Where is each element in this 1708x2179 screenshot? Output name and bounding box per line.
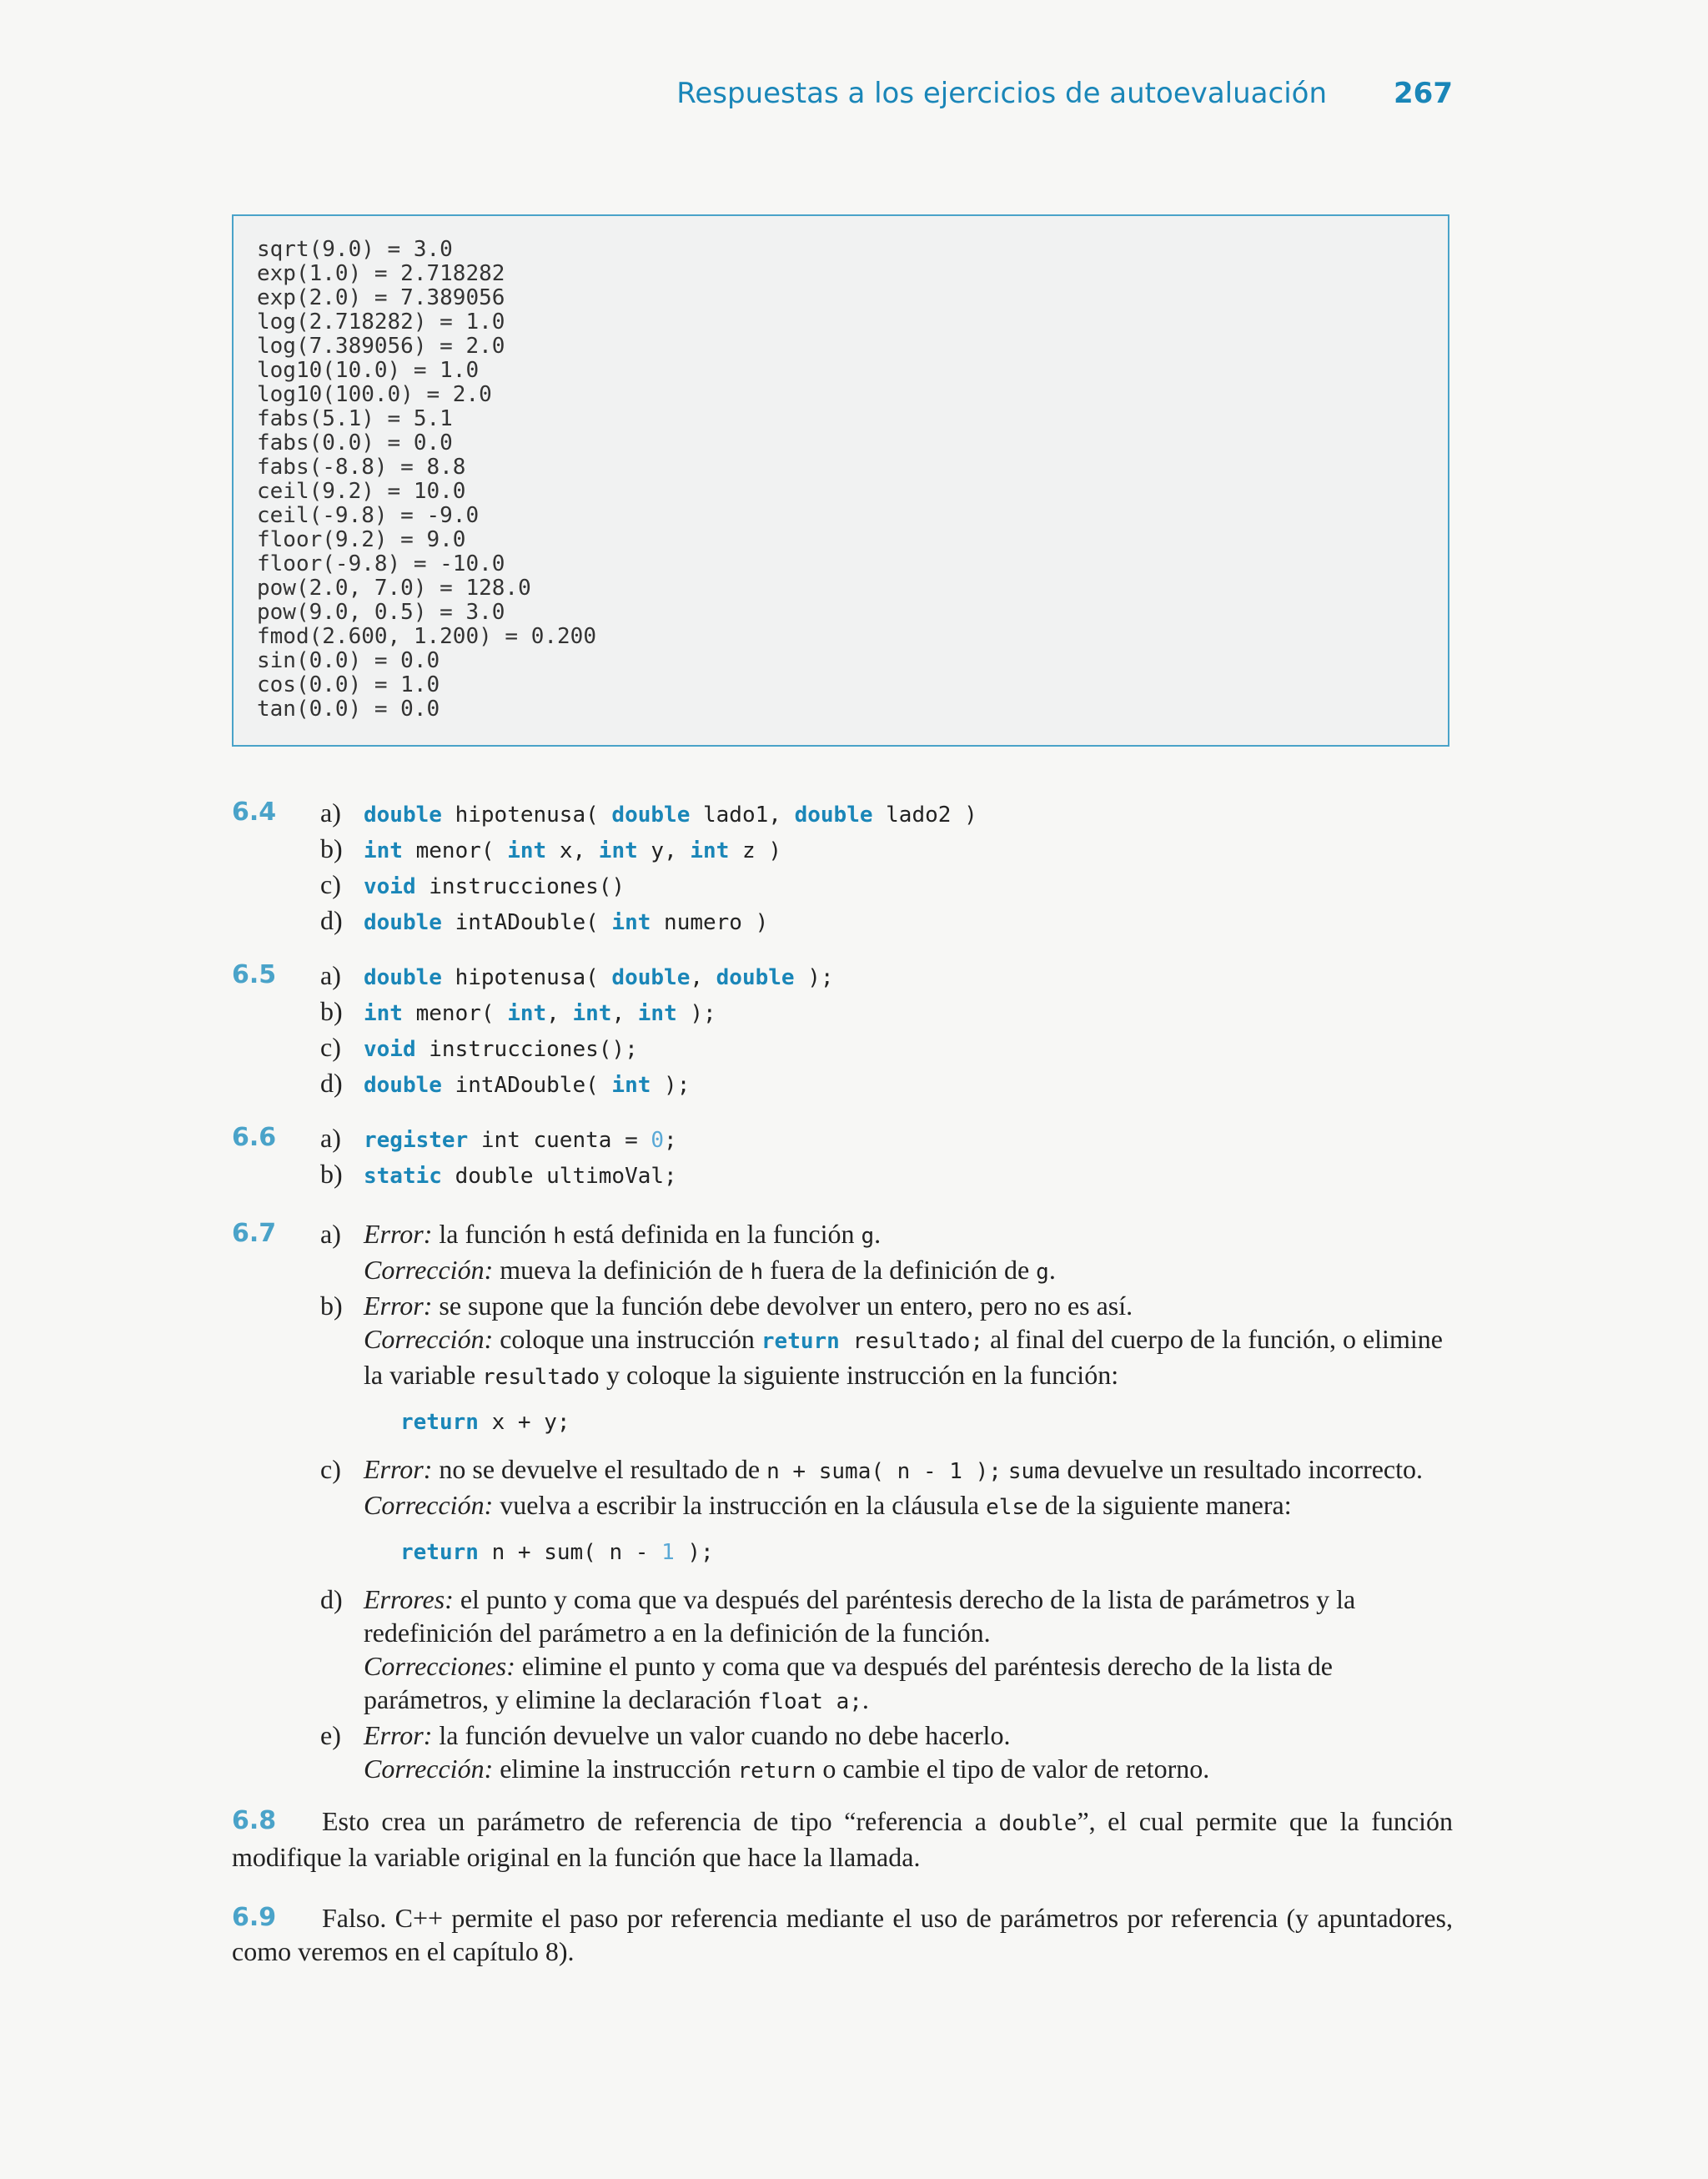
inline-code: h [553, 1224, 566, 1249]
code-text: int cuenta = [468, 1128, 651, 1153]
text: Esto crea un parámetro de referencia de tipo “referencia a [322, 1806, 999, 1836]
code-text: y, [637, 838, 691, 863]
text: coloque una instrucción [493, 1324, 761, 1354]
correction-text [364, 1253, 1453, 1289]
text: la función devuelve un valor cuando no debe hacerlo. [432, 1720, 1011, 1750]
keyword: register [364, 1128, 469, 1153]
code-text: z ) [729, 838, 781, 863]
error-label: Errores: [364, 1584, 454, 1614]
inline-code: float a; [757, 1689, 862, 1714]
text: de la siguiente manera: [1037, 1490, 1292, 1520]
section-number: 6.6 [232, 1123, 277, 1152]
item-label: a) [320, 1219, 341, 1249]
answer-item [232, 868, 1453, 903]
code-text: instrucciones() [415, 874, 625, 899]
code-text: ); [794, 965, 834, 990]
output-line: ceil(-9.8) = -9.0 [257, 503, 480, 528]
keyword: return [400, 1410, 479, 1435]
answer-6-4 [232, 796, 1453, 939]
item-label: a) [320, 960, 341, 990]
code-text: intADouble( [441, 1073, 612, 1098]
answer-item [232, 1452, 1453, 1524]
answer-paragraph [232, 1804, 1453, 1874]
inline-code: g [861, 1224, 875, 1249]
output-line: floor(9.2) = 9.0 [257, 527, 466, 552]
output-line: fabs(5.1) = 5.1 [257, 406, 453, 431]
output-line: log(2.718282) = 1.0 [257, 309, 505, 335]
output-line: fabs(-8.8) = 8.8 [257, 455, 466, 480]
answer-item [232, 1030, 1453, 1066]
item-label: b) [320, 833, 343, 863]
answer-item [232, 1719, 1453, 1788]
code-text: menor( [402, 1001, 508, 1026]
keyword: int [611, 1073, 651, 1098]
output-line: exp(1.0) = 2.718282 [257, 261, 505, 286]
code-text: instrucciones(); [415, 1037, 638, 1062]
inline-code: n + suma( n - 1 ); [766, 1459, 1002, 1484]
text: fuera de la definición de [763, 1255, 1037, 1285]
code-text: n + sum( n - [478, 1540, 662, 1565]
inline-code: g [1036, 1260, 1049, 1285]
text: devuelve un resultado incorrecto. [1060, 1454, 1424, 1484]
keyword: static [364, 1164, 442, 1189]
keyword: void [364, 874, 416, 899]
correction-label: Corrección: [364, 1490, 494, 1520]
error-text [364, 1719, 1453, 1752]
output-line: log10(10.0) = 1.0 [257, 358, 480, 383]
code-text: hipotenusa( [441, 803, 612, 828]
output-line: ceil(9.2) = 10.0 [257, 479, 466, 504]
answer-item [232, 1217, 1453, 1289]
answer-6-5 [232, 959, 1453, 1102]
item-label: e) [320, 1720, 341, 1750]
code-text: intADouble( [441, 910, 612, 935]
answer-item [232, 832, 1453, 868]
text [1002, 1454, 1008, 1484]
keyword: double [716, 965, 795, 990]
text: el punto y coma que va después del paréntesis derecho de la lista de parámetros y la redefinición del parámetro a en la definición de la función. [364, 1584, 1356, 1648]
keyword: double [611, 965, 691, 990]
text: elimine la instrucción [493, 1754, 738, 1784]
keyword: double [611, 803, 691, 828]
correction-text [364, 1752, 1453, 1788]
answer-item [232, 796, 1453, 832]
answer-item [232, 1289, 1453, 1394]
code-text: lado2 ) [872, 803, 977, 828]
code-text: , [611, 1001, 638, 1026]
text: está definida en la función [565, 1219, 862, 1249]
error-label: Error: [364, 1454, 433, 1484]
output-line: floor(-9.8) = -10.0 [257, 551, 505, 576]
item-label: c) [320, 869, 341, 899]
item-label: d) [320, 1584, 343, 1614]
code-text: menor( [402, 838, 508, 863]
code-text: hipotenusa( [441, 965, 612, 990]
text: . [1048, 1255, 1056, 1285]
output-line: fmod(2.600, 1.200) = 0.200 [257, 624, 596, 649]
answer-paragraph: Falso. C++ permite el paso por referencia mediante el uso de parámetros por referencia (y apuntadores, como veremos en el capítulo 8). [232, 1903, 1453, 1966]
item-label: d) [320, 1068, 343, 1098]
answer-item [232, 903, 1453, 939]
text: y coloque la siguiente instrucción en la función: [600, 1360, 1119, 1390]
code-text: ); [674, 1540, 714, 1565]
code-text: double ultimoVal; [441, 1164, 677, 1189]
text: ”, el cual permite que la función modifique la variable original en la función que hace la llamada. [232, 1806, 1453, 1872]
answer-6-8 [232, 1804, 1453, 1874]
code-text: ); [651, 1073, 691, 1098]
keyword: int [364, 838, 403, 863]
output-line: sin(0.0) = 0.0 [257, 648, 440, 673]
correction-label: Corrección: [364, 1324, 494, 1354]
item-label: b) [320, 1159, 343, 1189]
keyword: double [364, 910, 442, 935]
code-text: x, [546, 838, 599, 863]
text: elimine el punto y coma que va después del paréntesis derecho de la lista de parámetros, y elimine la declaración [364, 1651, 1333, 1714]
keyword: int [637, 1001, 677, 1026]
code-text: , [546, 1001, 573, 1026]
error-label: Error: [364, 1720, 433, 1750]
correction-text [364, 1488, 1453, 1524]
output-line: sqrt(9.0) = 3.0 [257, 237, 453, 262]
text: no se devuelve el resultado de [432, 1454, 767, 1484]
output-line: exp(2.0) = 7.389056 [257, 285, 505, 310]
error-text [364, 1583, 1453, 1649]
section-number: 6.9 [232, 1903, 277, 1932]
output-line: pow(2.0, 7.0) = 128.0 [257, 576, 531, 601]
inline-code: resultado [482, 1365, 600, 1390]
inline-code: suma [1007, 1459, 1061, 1484]
answer-item [232, 1066, 1453, 1102]
inline-code: resultado; [839, 1329, 984, 1354]
answer-6-6 [232, 1121, 1453, 1193]
section-number: 6.5 [232, 960, 277, 989]
text: . [874, 1219, 882, 1249]
text: o cambie el tipo de valor de retorno. [816, 1754, 1210, 1784]
keyword: double [794, 803, 873, 828]
correction-label: Corrección: [364, 1255, 494, 1285]
section-number: 6.8 [232, 1806, 277, 1835]
correction-text [364, 1649, 1453, 1719]
answer-item [232, 1121, 1453, 1157]
output-line: log10(100.0) = 2.0 [257, 382, 492, 407]
error-text [364, 1452, 1453, 1488]
keyword: return [400, 1540, 479, 1565]
answer-item [232, 1583, 1453, 1719]
keyword: double [364, 803, 442, 828]
code-text: ); [676, 1001, 716, 1026]
inline-code: else [986, 1495, 1038, 1520]
answer-6-9 [232, 1901, 1453, 1968]
program-output-box [232, 214, 1449, 747]
keyword: int [690, 838, 730, 863]
answer-item [232, 959, 1453, 994]
running-header [0, 77, 1453, 110]
output-line: cos(0.0) = 1.0 [257, 672, 440, 697]
code-text: lado1, [690, 803, 795, 828]
keyword: int [364, 1001, 403, 1026]
keyword: int [572, 1001, 612, 1026]
code-text: ; [664, 1128, 677, 1153]
text: . [862, 1684, 869, 1714]
correction-label: Corrección: [364, 1754, 494, 1784]
item-label: d) [320, 905, 343, 935]
error-text [364, 1217, 1453, 1253]
error-text [364, 1289, 1453, 1322]
code-snippet [232, 1536, 1453, 1569]
item-label: a) [320, 798, 341, 828]
code-text: , [690, 965, 716, 990]
output-line: tan(0.0) = 0.0 [257, 697, 440, 722]
item-label: b) [320, 996, 343, 1026]
header-title: Respuestas a los ejercicios de autoevaluación [676, 77, 1328, 110]
output-line: fabs(0.0) = 0.0 [257, 430, 453, 455]
inline-code: return [737, 1759, 816, 1784]
text: se supone que la función debe devolver un entero, pero no es así. [432, 1291, 1133, 1321]
keyword: double [364, 965, 442, 990]
inline-code: h [750, 1260, 764, 1285]
text: al final del cuerpo de la función, o elimine la variable [364, 1324, 1443, 1390]
code-snippet [232, 1406, 1453, 1439]
keyword: int [507, 1001, 547, 1026]
error-label: Error: [364, 1219, 433, 1249]
item-label: a) [320, 1123, 341, 1153]
keyword: return [761, 1329, 840, 1354]
keyword: void [364, 1037, 416, 1062]
code-text: numero ) [651, 910, 769, 935]
text: mueva la definición de [493, 1255, 751, 1285]
code-text: x + y; [478, 1410, 570, 1435]
section-number: 6.7 [232, 1219, 277, 1248]
keyword: int [611, 910, 651, 935]
text: la función [432, 1219, 554, 1249]
numeric-literal: 1 [661, 1540, 675, 1565]
section-number: 6.4 [232, 798, 277, 827]
item-label: c) [320, 1454, 341, 1484]
output-line: pow(9.0, 0.5) = 3.0 [257, 600, 505, 625]
keyword: int [507, 838, 547, 863]
correction-label: Correcciones: [364, 1651, 515, 1681]
numeric-literal: 0 [651, 1128, 665, 1153]
output-line: log(7.389056) = 2.0 [257, 334, 505, 359]
keyword: double [364, 1073, 442, 1098]
item-label: b) [320, 1291, 343, 1321]
correction-text [364, 1322, 1453, 1394]
answer-6-7 [232, 1217, 1453, 1788]
item-label: c) [320, 1032, 341, 1062]
answer-item [232, 1157, 1453, 1193]
keyword: int [598, 838, 638, 863]
inline-code: double [998, 1811, 1078, 1836]
text: vuelva a escribir la instrucción en la cláusula [493, 1490, 987, 1520]
answer-item [232, 994, 1453, 1030]
error-label: Error: [364, 1291, 433, 1321]
page-number: 267 [1394, 77, 1453, 110]
